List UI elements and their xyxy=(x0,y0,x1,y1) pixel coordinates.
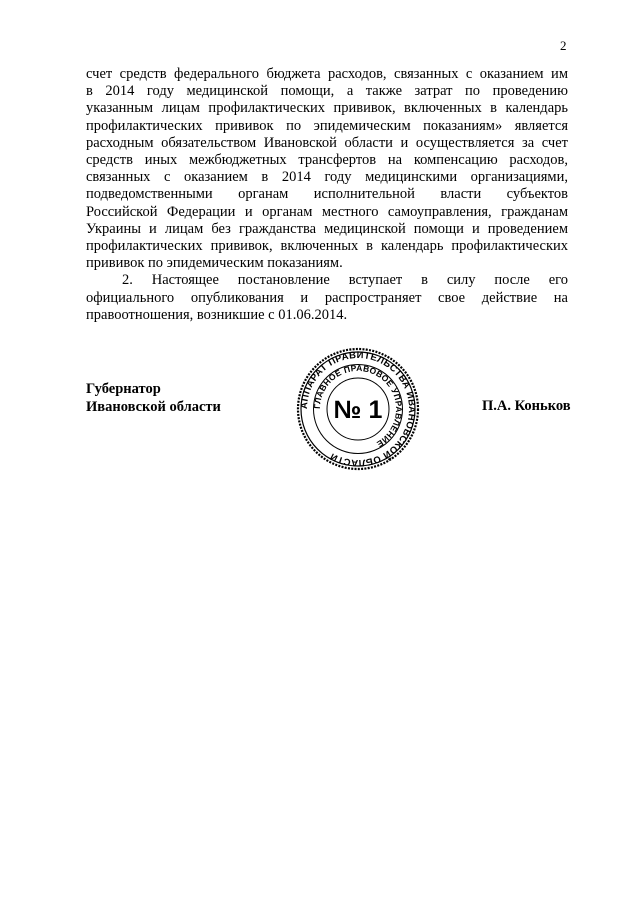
document-body xyxy=(86,66,568,324)
text-line: подведомственными органам исполнительной власти субъектов xyxy=(86,186,568,203)
text-line: счет средств федерального бюджета расходов, связанных с оказанием им xyxy=(86,66,568,82)
text-line: Украины и лицам без гражданства медицинской помощи и проведением xyxy=(86,220,568,237)
seal-inner-text: ГЛАВНОЕ ПРАВОВОЕ УПРАВЛЕНИЕ xyxy=(311,362,405,450)
signatory-name: П.А. Коньков xyxy=(482,398,571,414)
text-line: 2. Настоящее постановление вступает в силу после его xyxy=(122,272,568,289)
text-line: средств иных межбюджетных трансфертов на компенсацию расходов, xyxy=(86,152,568,169)
text-line: Российской Федерации и органам местного самоуправления, гражданам xyxy=(86,203,568,220)
text-line: связанных с оказанием в 2014 году медицинскими организациями, xyxy=(86,169,568,186)
signatory-title xyxy=(86,381,221,416)
text-line: расходным обязательством Ивановской области и осуществляется за счет xyxy=(86,134,568,151)
text-line: правоотношения, возникшие с 01.06.2014. xyxy=(86,306,348,323)
text-line: в 2014 году медицинской помощи, а также затрат по проведению xyxy=(86,83,568,100)
seal-outer-text: АППАРАТ ПРАВИТЕЛЬСТВА ИВАНОВСКОЙ ОБЛАСТИ xyxy=(298,349,418,469)
signatory-title-line2: Ивановской области xyxy=(86,398,221,415)
seal-center-text: № 1 xyxy=(333,396,383,424)
text-line: профилактических прививок, включенных в календарь профилактических xyxy=(86,238,568,255)
page-number: 2 xyxy=(560,38,567,53)
text-line: прививок по эпидемическим показаниям. xyxy=(86,255,343,272)
signatory-title-line1: Губернатор xyxy=(86,381,161,397)
text-line: указанным лицам профилактических прививок, включенных в календарь xyxy=(86,100,568,117)
text-line: профилактических прививок по эпидемическим показаниям» является xyxy=(86,117,568,134)
text-line: официального опубликования и распространяет свое действие на xyxy=(86,289,568,306)
official-seal xyxy=(296,347,420,471)
